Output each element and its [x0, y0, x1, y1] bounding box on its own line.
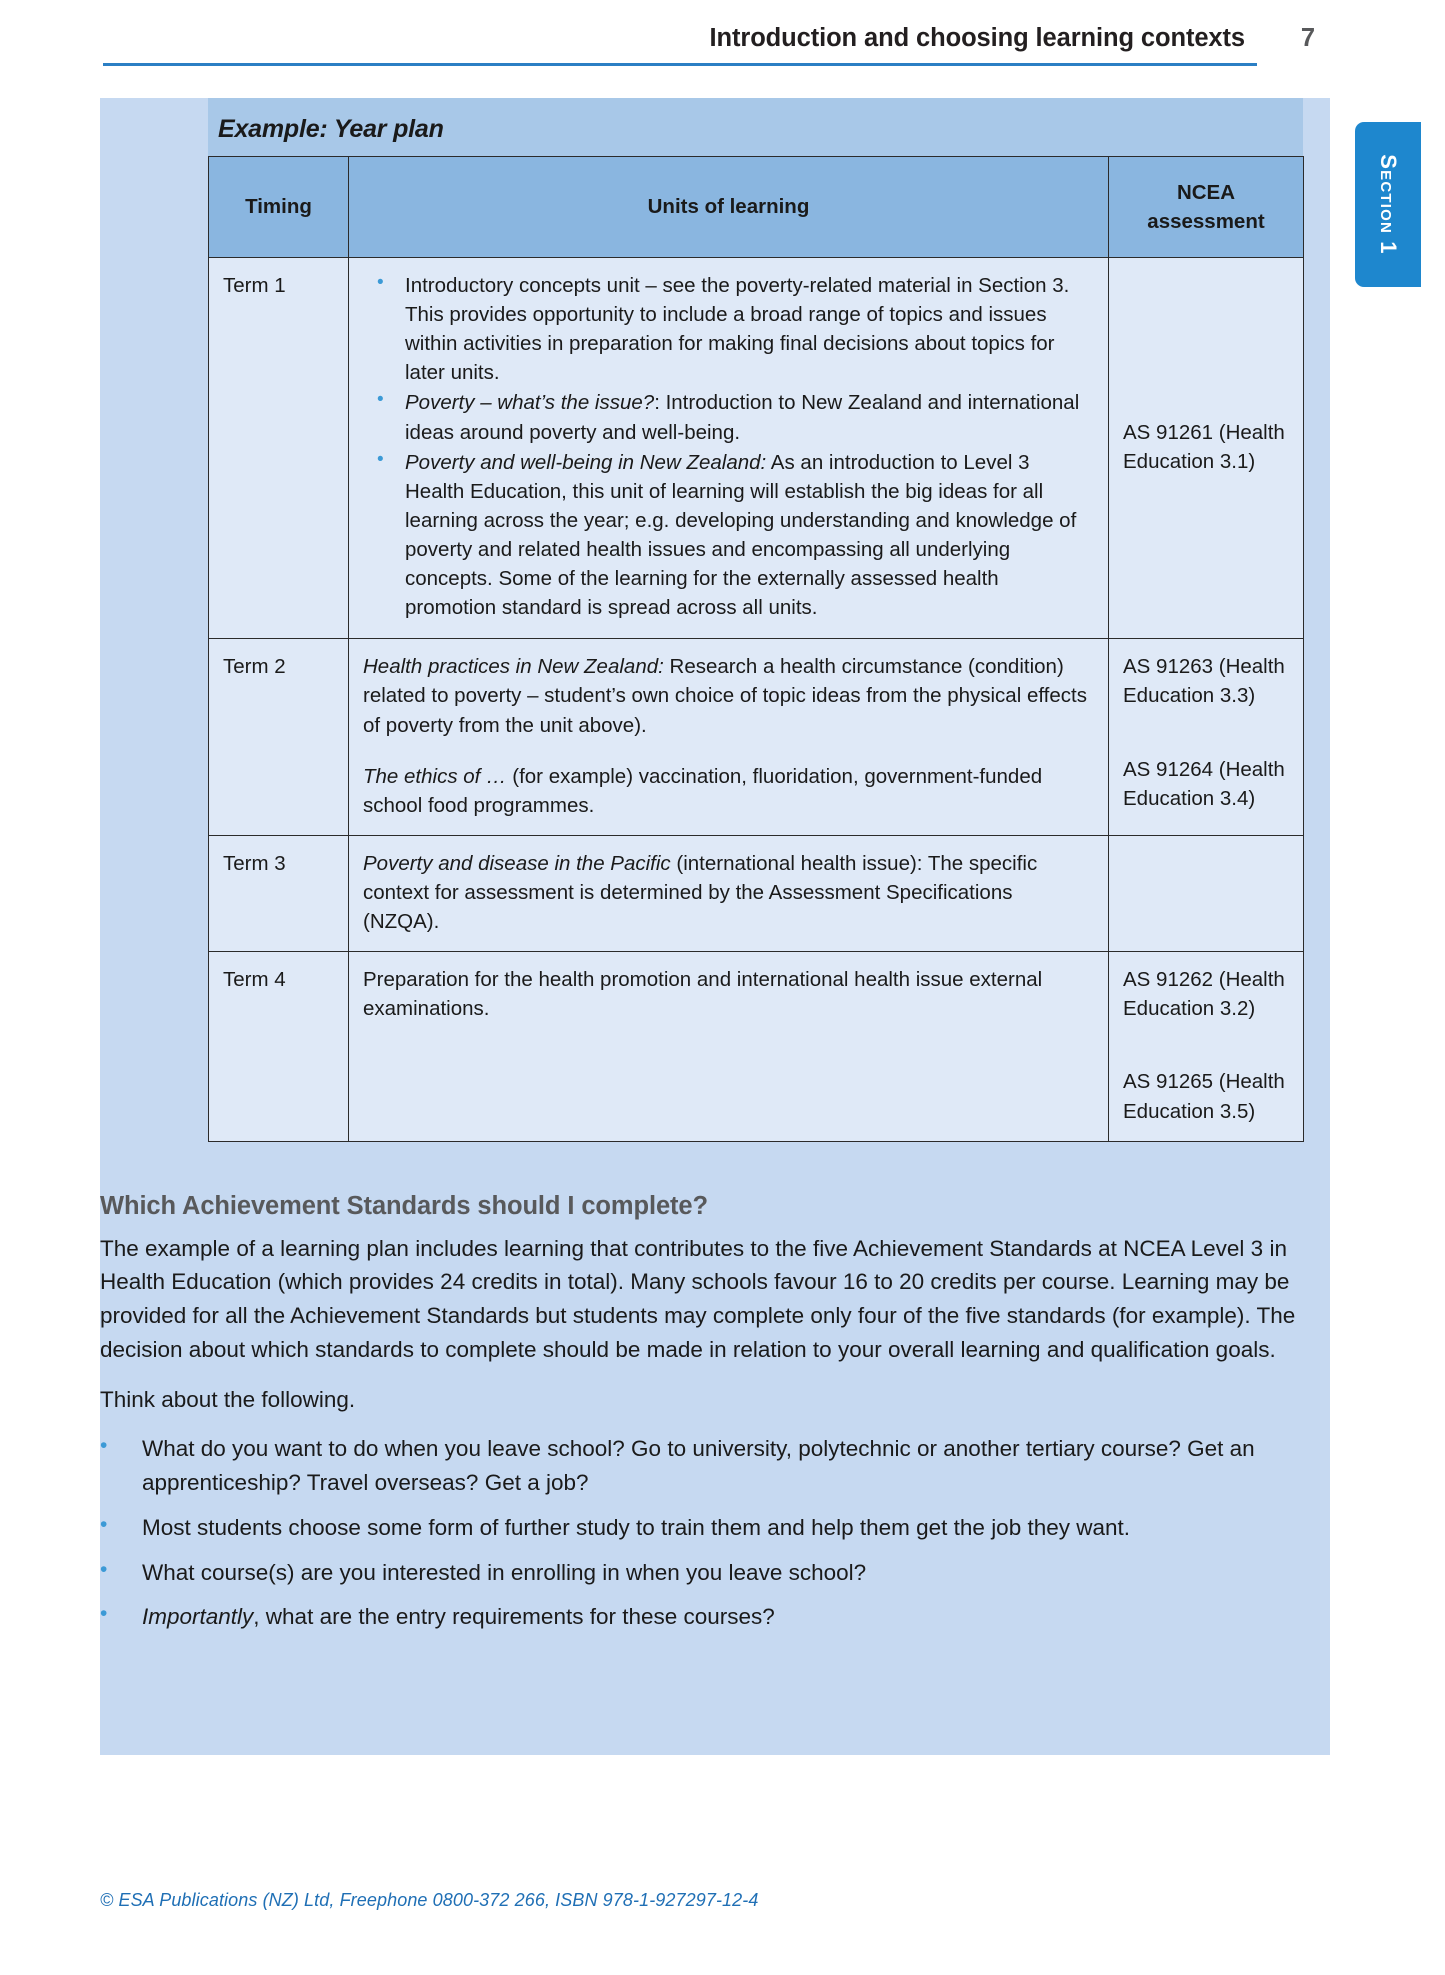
cell-paragraph-text: Preparation for the health promotion and international health issue external examinations.	[363, 968, 1043, 1021]
cell-timing: Term 2	[209, 639, 349, 836]
page-number: 7	[1300, 24, 1315, 52]
body-paragraph-1: The example of a learning plan includes learning that contributes to the five Achievement Standards at NCEA Level 3 in Health Education (which provides 24 credits in total). Many schools favour 16 to 20 credits per course. Learning may be provided for all the Achievement Standards but students may complete only four of the five standards (for example). The decision about which standards to complete should be made in relation to your overall learning and qualification goals.	[100, 1235, 1296, 1362]
list-item-text: As an introduction to Level 3 Health Education, this unit of learning will establish the big ideas for all learning across the year; e.g. developing understanding and knowledge of poverty and related health issues and encompassing all underlying concepts. Some of the learning for the externally assessed health promotion standard is spread across all units.	[405, 450, 1077, 620]
page-footer	[100, 1890, 1345, 1911]
cell-ncea	[1109, 639, 1304, 836]
cell-units	[349, 835, 1109, 951]
table-body	[209, 258, 1304, 1142]
cell-units	[349, 639, 1109, 836]
prose-inner	[100, 1192, 1332, 1635]
list-item	[100, 1511, 1324, 1545]
page-header	[0, 0, 1445, 78]
ncea-standard-line2: Education 3.5)	[1123, 1099, 1256, 1123]
list-item	[363, 388, 1094, 446]
list-item-text: , what are the entry requirements for these courses?	[253, 1604, 775, 1630]
list-item-text: Most students choose some form of further study to train them and help them get the job they want.	[142, 1514, 1131, 1540]
list-item	[363, 448, 1094, 623]
table-row	[209, 258, 1304, 639]
list-item-italic: Poverty – what’s the issue?	[405, 391, 655, 415]
table-header-row	[209, 157, 1304, 258]
cell-units	[349, 258, 1109, 639]
table-row	[209, 639, 1304, 836]
cell-ncea-empty	[1109, 835, 1304, 951]
list-item	[100, 1432, 1324, 1500]
cell-paragraph-italic: Poverty and disease in the Pacific	[363, 851, 671, 875]
header-rule-divider	[103, 63, 1257, 66]
ncea-standard-line1: AS 91262 (Health	[1123, 968, 1285, 992]
section-tab-label: Section 1	[1376, 154, 1401, 255]
ncea-standard-line1: AS 91263 (Health	[1123, 655, 1285, 679]
table-row	[209, 835, 1304, 951]
think-about-list	[100, 1432, 1324, 1634]
cell-paragraph	[363, 849, 1094, 936]
year-plan-table	[208, 156, 1304, 1142]
ncea-standard-line2: Education 3.2)	[1123, 997, 1256, 1021]
cell-units	[349, 952, 1109, 1141]
year-plan-block	[100, 98, 1330, 1166]
list-item-text: What course(s) are you interested in enrolling in when you leave school?	[142, 1559, 867, 1585]
year-plan-table-wrapper	[208, 98, 1303, 1142]
column-header-ncea-line1: NCEA	[1176, 180, 1236, 204]
ncea-standard	[1123, 652, 1289, 710]
cell-timing: Term 1	[209, 258, 349, 639]
cell-paragraph	[363, 762, 1094, 820]
cell-paragraph-text: (for example) vaccination, fluoridation, government-funded school food programmes.	[363, 764, 1043, 817]
list-item-text: Introductory concepts unit – see the poverty-related material in Section 3. This provides opportunity to include a broad range of topics and issues within activities in preparation for making final decisions about topics for later units.	[405, 274, 1070, 385]
ncea-standard-line2: Education 3.4)	[1123, 786, 1256, 810]
cell-ncea	[1109, 952, 1304, 1141]
ncea-standard	[1123, 418, 1289, 476]
ncea-standard-line1: AS 91264 (Health	[1123, 757, 1285, 781]
list-item	[100, 1600, 1324, 1634]
table-head	[209, 157, 1304, 258]
column-header-ncea-line2: assessment	[1147, 210, 1265, 233]
ncea-standard-line1: AS 91265 (Health	[1123, 1070, 1285, 1094]
cell-paragraph-text: Research a health circumstance (condition) related to poverty – student’s own choice of topic ideas from the physical effects of poverty from the unit above).	[363, 655, 1087, 737]
list-item-italic: Importantly	[142, 1604, 254, 1630]
column-header-ncea	[1109, 157, 1304, 258]
section-tab	[1355, 122, 1421, 287]
cell-paragraph	[363, 652, 1094, 739]
ncea-standard-line2: Education 3.1)	[1123, 450, 1256, 474]
page-header-inner	[100, 24, 1315, 53]
unit-bullet-list	[363, 271, 1094, 622]
cell-paragraph-text: (international health issue): The specific context for assessment is determined by the Assessment Specifications (NZQA).	[363, 851, 1038, 934]
table-row	[209, 952, 1304, 1141]
list-item-italic: Poverty and well-being in New Zealand:	[405, 450, 767, 474]
ncea-standard	[1123, 965, 1289, 1023]
list-item-text: : Introduction to New Zealand and international ideas around poverty and well-being.	[405, 391, 1080, 444]
cell-timing: Term 3	[209, 835, 349, 951]
list-item-text: What do you want to do when you leave school? Go to university, polytechnic or another tertiary course? Get an apprenticeship? Travel overseas? Get a job?	[142, 1436, 1255, 1496]
cell-paragraph-italic: The ethics of …	[363, 764, 507, 788]
body-paragraph-2: Think about the following.	[100, 1386, 356, 1412]
page-title: Introduction and choosing learning contexts	[709, 24, 1245, 52]
cell-ncea	[1109, 258, 1304, 639]
ncea-standard	[1123, 755, 1289, 813]
cell-paragraph	[363, 965, 1094, 1023]
column-header-timing: Timing	[209, 157, 349, 258]
list-item	[363, 271, 1094, 387]
table-caption: Example: Year plan	[208, 98, 1303, 156]
ncea-standard	[1123, 1067, 1289, 1125]
footer-copyright-text: © ESA Publications (NZ) Ltd, Freephone 0800-372 266, ISBN 978-1-927297-12-4	[100, 1890, 759, 1910]
cell-timing: Term 4	[209, 952, 349, 1141]
prose-section	[100, 1192, 1332, 1646]
list-item	[100, 1556, 1324, 1590]
sub-heading: Which Achievement Standards should I complete?	[100, 1191, 708, 1220]
ncea-standard-line2: Education 3.3)	[1123, 684, 1256, 708]
ncea-standard-line1: AS 91261 (Health	[1123, 421, 1285, 445]
column-header-units: Units of learning	[349, 157, 1109, 258]
cell-paragraph-italic: Health practices in New Zealand:	[363, 655, 664, 679]
